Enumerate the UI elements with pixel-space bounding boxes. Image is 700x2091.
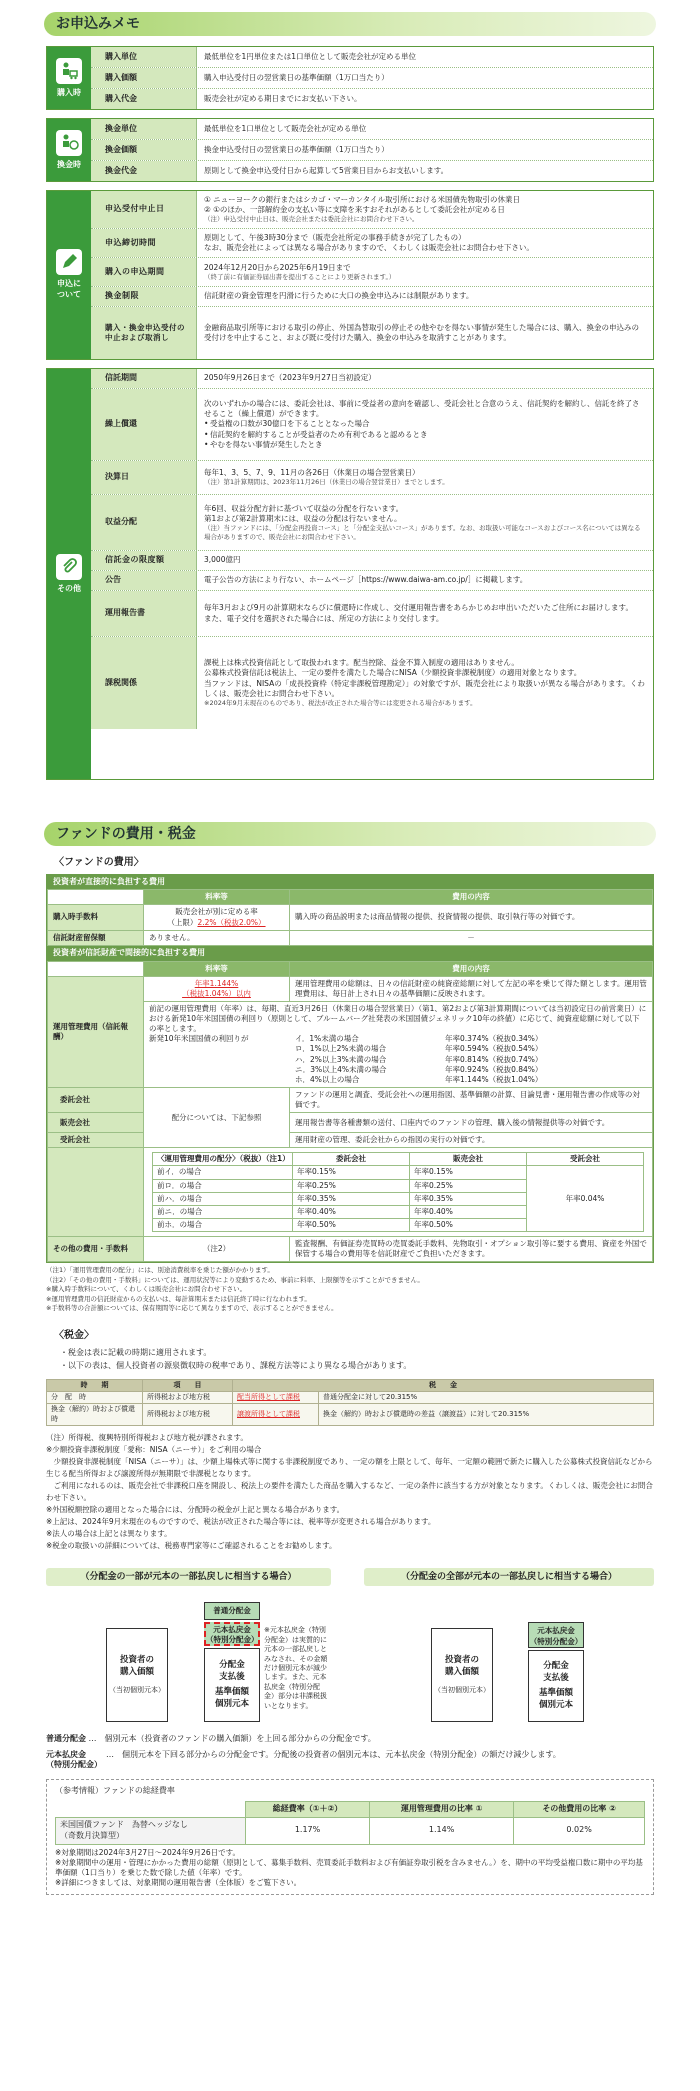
alloc-table xyxy=(152,1152,644,1232)
after-label-4: 個別元本 xyxy=(538,1699,573,1710)
memo-row xyxy=(91,140,653,161)
reserve-label: 信託財産留保額 xyxy=(48,930,144,945)
after-dist-box xyxy=(204,1648,260,1722)
ref-table xyxy=(55,1801,645,1844)
mgmt-tier-list xyxy=(295,1034,647,1085)
memo-label: 換金単位 xyxy=(91,119,197,139)
other-icon-label: その他 xyxy=(57,583,81,593)
footnote: ※手数料等の合計額については、保有期間等に応じて異なりますので、表示することができません。 xyxy=(46,1304,338,1313)
memo-label: 換金代金 xyxy=(91,161,197,181)
other-block xyxy=(46,368,654,780)
direct-cost-table xyxy=(47,889,653,946)
application-block xyxy=(46,190,654,360)
blank-cell xyxy=(48,1148,144,1237)
footnote: ※運用管理費用の信託財産からの支払いは、毎計算期末または信託終了時に行なわれます。 xyxy=(46,1294,311,1303)
person-cart-icon xyxy=(56,58,82,84)
alloc-consignor: 年率0.40% xyxy=(293,1205,410,1218)
alloc-case: 前ニ．の場合 xyxy=(153,1205,293,1218)
mgmt-fee-detail xyxy=(144,1001,653,1087)
blank-cell xyxy=(56,1802,246,1818)
col-rate: 料率等 xyxy=(144,890,290,905)
tax-h-item: 項 目 xyxy=(143,1379,233,1391)
reserve-content: － xyxy=(290,930,653,945)
pen-icon xyxy=(56,249,82,275)
alloc-consignor: 年率0.15% xyxy=(293,1166,410,1179)
tier-rate: 年率0.374%（税抜0.34%） xyxy=(445,1034,543,1044)
spacer xyxy=(46,788,654,822)
other-fee-rate: （注2） xyxy=(144,1237,290,1262)
application-icon-label-1: 申込に xyxy=(57,279,81,289)
tax-when: 換金（解約）時および償還時 xyxy=(47,1404,143,1426)
table-row xyxy=(48,1113,653,1133)
redeem-icon-label: 換金時 xyxy=(57,159,81,169)
memo-value: 原則として換金申込受付日から起算して5営業日目からお支払いします。 xyxy=(204,165,449,175)
tax-kind: 配当所得として課税 xyxy=(233,1391,319,1403)
value-text: 毎年1、3、5、7、9、11月の各26日（休業日の場合翌営業日） xyxy=(204,468,420,478)
other-icon-column xyxy=(47,369,91,779)
distribution-diagrams xyxy=(46,1568,654,1758)
memo-section-header: お申込みメモ xyxy=(44,12,656,36)
memo-value xyxy=(197,495,653,550)
ref-fund-1: 米国国債ファンド 為替ヘッジなし xyxy=(60,1820,188,1830)
tax-desc: 換金（解約）時および償還時の差益（譲渡益）に対して20.315% xyxy=(319,1404,654,1426)
memo-row xyxy=(91,191,653,229)
memo-value: 原則として、午後3時30分まで（販売会社所定の事務手続きが完了したもの） なお、販売会社によっては異なる場合がありますので、くわしくは販売会社にお問合わせ下さい。 xyxy=(204,232,534,252)
tax-h-when: 時 期 xyxy=(47,1379,143,1391)
ref-v1: 1.17% xyxy=(246,1818,370,1845)
alloc-header xyxy=(153,1153,644,1166)
refund-box xyxy=(204,1622,260,1646)
alloc-cell xyxy=(144,1148,653,1237)
memo-value: 毎年3月および9月の計算期末ならびに償還時に作成し、交付運用報告書をあらかじめお申出いただいたご住所にお届けします。 また、電子交付を選択された場合には、所定の方法により交付します。 xyxy=(204,603,633,623)
table-row xyxy=(48,976,653,1001)
memo-value: 販売会社が定める期日までにお支払い下さい。 xyxy=(204,93,362,103)
memo-value: 信託財産の資金管理を円滑に行うために大口の換金申込みには制限があります。 xyxy=(204,291,474,301)
alloc-seller: 年率0.50% xyxy=(410,1218,527,1231)
after-label-1: 分配金 xyxy=(543,1661,569,1672)
tax-when: 分 配 時 xyxy=(47,1391,143,1403)
mgmt-fee-content: 運用管理費用の総額は、日々の信託財産の純資産総額に対して左記の率を乗じて得た額とします。運用管理費用は、毎日計上され日々の基準価額に反映されます。 xyxy=(290,976,653,1001)
purchase-fee-rate xyxy=(144,905,290,930)
memo-value xyxy=(197,389,653,460)
blank-cell xyxy=(48,890,144,905)
tax-row xyxy=(47,1391,654,1403)
tax-header xyxy=(47,1379,654,1391)
fees-section-header: ファンドの費用・税金 xyxy=(44,822,656,846)
alloc-h1: 〈運用管理費用の配分〉（税抜）（注1） xyxy=(153,1153,293,1166)
investor-label-2: 購入価額 xyxy=(119,1666,154,1677)
ref-fund-2: （奇数月決算型） xyxy=(60,1830,124,1840)
blank-cell xyxy=(48,961,144,976)
value-text: 次のいずれかの場合には、委託会社は、事前に受益者の意向を確認し、受託会社と合意のうえ、信託契約を解約し、信託を終了させること（繰上償還）ができます。 xyxy=(204,399,640,419)
memo-label: 収益分配 xyxy=(91,495,197,550)
memo-label: 申込締切時間 xyxy=(91,229,197,257)
tier-cond: ホ．4%以上の場合 xyxy=(295,1074,360,1084)
mgmt-tier xyxy=(295,1065,647,1075)
mgmt-rate-red-1: 年率1.144% xyxy=(194,978,239,988)
value-note: （注）申込受付中止日は、販売会社または委託会社にお問合わせ下さい。 xyxy=(204,215,419,224)
tax-title: 〈税金〉 xyxy=(54,1330,94,1342)
tax-note: ※外国税額控除の適用となった場合には、分配時の税金が上記と異なる場合があります。 xyxy=(46,1505,345,1515)
investor-sub: （当初個別元本） xyxy=(434,1686,490,1695)
memo-label: 換金制限 xyxy=(91,287,197,306)
ref-header xyxy=(56,1802,645,1818)
alloc-case: 前ホ．の場合 xyxy=(153,1218,293,1231)
ref-v3: 0.02% xyxy=(514,1818,645,1845)
alloc-case: 前イ．の場合 xyxy=(153,1166,293,1179)
purchase-fee-label: 購入時手数料 xyxy=(48,905,144,930)
alloc-case: 前ハ．の場合 xyxy=(153,1192,293,1205)
entity-content: ファンドの運用と調査、受託会社への運用指図、基準価額の計算、目論見書・運用報告書の作成等の対価です。 xyxy=(290,1087,653,1112)
table-header-row xyxy=(48,961,653,976)
other-fee-content: 監査報酬、有価証券売買時の売買委託手数料、先物取引・オプション取引等に要する費用、資産を外国で保管する場合の費用等を信託財産でご負担いただきます。 xyxy=(290,1237,653,1262)
memo-label: 換金価額 xyxy=(91,140,197,160)
after-label-4: 個別元本 xyxy=(214,1698,249,1709)
memo-label: 購入単位 xyxy=(91,47,197,67)
memo-row xyxy=(91,229,653,258)
bullet-item: • やむを得ない事情が発生したとき xyxy=(204,440,646,450)
application-rows xyxy=(91,191,653,359)
purchase-icon-column xyxy=(47,47,91,109)
fees-subtitle: 〈ファンドの費用〉 xyxy=(54,857,144,868)
memo-label: 決算日 xyxy=(91,461,197,494)
indirect-cost-table xyxy=(47,961,653,1263)
col-content: 費用の内容 xyxy=(290,890,653,905)
tax-h-tax: 税 金 xyxy=(233,1379,654,1391)
alloc-seller: 年率0.25% xyxy=(410,1179,527,1192)
memo-value: 換金申込受付日の翌営業日の基準価額（1万口当たり） xyxy=(204,144,389,154)
value-note: ※2024年9月末現在のものであり、税法が改正された場合等には変更される場合があります。 xyxy=(204,698,477,707)
dist-def-term: 普通分配金 xyxy=(46,1734,86,1744)
mgmt-sub-left: 新発10年米国国債の利回りが xyxy=(149,1034,249,1044)
entity-content: 運用財産の管理、委託会社からの指図の実行の対価です。 xyxy=(290,1133,653,1148)
bullet-item: • 信託契約を解約することが受益者のため有利であると認めるとき xyxy=(204,430,646,440)
table-row xyxy=(48,1133,653,1148)
tax-kind: 譲渡所得として課税 xyxy=(233,1404,319,1426)
redeem-rows xyxy=(91,119,653,181)
memo-row xyxy=(91,258,653,287)
tier-cond: イ．1%未満の場合 xyxy=(295,1034,359,1044)
value-text: 年6回、収益分配方針に基づいて収益の分配を行ないます。 第1および第2計算期末には、収益の分配は行ないません。 xyxy=(204,503,404,523)
value-note: （終了前に有価証券届出書を提出することにより更新されます。） xyxy=(204,272,396,281)
mgmt-tier xyxy=(295,1034,647,1044)
value-note: （注）当ファンドには、「分配金再投資コース」と「分配金支払いコース」があります。なお、お取扱い可能なコースおよびコース名については異なる場合がありますので、販売会社にお問合わせ下さい。 xyxy=(204,523,641,541)
memo-row xyxy=(91,389,653,461)
tax-note: ご利用になれるのは、販売会社で非課税口座を開設し、税法上の要件を満たした商品を購入するなど、一定の条件に該当する方が対象となります。くわしくは、販売会社にお問合わせ下さい。 xyxy=(46,1481,653,1503)
value-text: ① ニューヨークの銀行またはシカゴ・マーカンタイル取引所における米国債先物取引の休業日 ② ①のほか、一部解約金の支払い等に支障を来すおそれがあるとして委託会社が定める日 xyxy=(204,194,521,215)
memo-row xyxy=(91,119,653,140)
after-label-3: 基準価額 xyxy=(538,1688,573,1699)
mgmt-fee-label: 運用管理費用（信託報酬） xyxy=(48,976,144,1087)
purchase-rows xyxy=(91,47,653,109)
tax-item: 所得税および地方税 xyxy=(143,1404,233,1426)
application-icon-column xyxy=(47,191,91,359)
tax-desc: 普通分配金に対して20.315% xyxy=(319,1391,654,1403)
alloc-consignor: 年率0.35% xyxy=(293,1192,410,1205)
redeem-block xyxy=(46,118,654,182)
value-text: 2024年12月20日から2025年6月19日まで xyxy=(204,262,351,272)
ref-h3: その他費用の比率 ② xyxy=(514,1802,645,1818)
memo-row xyxy=(91,68,653,89)
dist-right-head: （分配金の全部が元本の一部払戻しに相当する場合） xyxy=(364,1568,654,1586)
refund-label-2: （特別分配金） xyxy=(529,1637,583,1647)
tax-line: ・以下の表は、個人投資者の源泉徴収時の税率であり、課税方法等により異なる場合があります。 xyxy=(60,1360,412,1370)
alloc-h3: 販売会社 xyxy=(410,1153,527,1166)
alloc-consignor: 年率0.25% xyxy=(293,1179,410,1192)
table-row xyxy=(48,1148,653,1237)
indirect-cost-band: 投資者が信託財産で間接的に負担する費用 xyxy=(47,946,653,961)
mgmt-rate-red-2: （税抜1.04%）以内 xyxy=(182,988,251,998)
footnote: ※購入時手数料について、くわしくは販売会社にお問合わせ下さい。 xyxy=(46,1285,247,1294)
mgmt-detail-text: 前記の運用管理費用（年率）は、毎期、直近3月26日（休業日の場合翌営業日）（第1、第2および第3計算期間については当初設定日の前営業日）における新発10年米国国債の利回り（原則として、ブルームバーグ社発表の米国国債ジェネリック10年の終値）に応じて、純資産総額に対して以下の率とします。 xyxy=(149,1003,647,1034)
after-label-2: 支払後 xyxy=(543,1672,569,1683)
refund-label-1: 元本払戻金 xyxy=(213,1625,251,1635)
memo-label: 購入・換金申込受付の中止および取消し xyxy=(91,307,197,359)
memo-value: 3,000億円 xyxy=(204,555,241,565)
ref-title: （参考情報）ファンドの総経費率 xyxy=(55,1786,175,1796)
col-rate: 料率等 xyxy=(144,961,290,976)
other-fee-label: その他の費用・手数料 xyxy=(48,1237,144,1262)
mgmt-fee-rate xyxy=(144,976,290,1001)
def2-term-1: 元本払戻金 xyxy=(46,1750,86,1760)
memo-row xyxy=(91,307,653,359)
tax-note: （注）所得税、復興特別所得税および地方税が課されます。 xyxy=(46,1433,248,1443)
memo-label: 繰上償還 xyxy=(91,389,197,460)
alloc-h4: 受託会社 xyxy=(527,1153,644,1166)
ref-notes xyxy=(55,1848,645,1889)
ref-h2: 運用管理費用の比率 ① xyxy=(370,1802,514,1818)
tier-cond: ニ．3%以上4%未満の場合 xyxy=(295,1064,387,1074)
tax-note: ※上記は、2024年9月末現在のものですので、税法が改正された場合等には、税率等が変更される場合があります。 xyxy=(46,1517,436,1527)
alloc-h2: 委託会社 xyxy=(293,1153,410,1166)
memo-label: 購入の申込期間 xyxy=(91,258,197,286)
alloc-consignor: 年率0.50% xyxy=(293,1218,410,1231)
footnote: （注2）「その他の費用・手数料」については、運用状況等により変動するため、事前に料率、上限額等を示すことができません。 xyxy=(46,1275,424,1284)
memo-value: 購入申込受付日の翌営業日の基準価額（1万口当たり） xyxy=(204,72,389,82)
ref-h1: 総経費率（①＋②） xyxy=(246,1802,370,1818)
purchase-block xyxy=(46,46,654,110)
memo-row xyxy=(91,161,653,181)
footnote: （注1）「運用管理費用の配分」には、別途消費税率を乗じた額がかかります。 xyxy=(46,1266,274,1275)
tax-note: ※少額投資非課税制度「愛称：NISA（ニーサ）」をご利用の場合 xyxy=(46,1445,262,1455)
direct-cost-band: 投資者が直接的に負担する費用 xyxy=(47,875,653,890)
application-icon-label-2: ついて xyxy=(57,290,81,299)
alloc-case: 前ロ．の場合 xyxy=(153,1179,293,1192)
person-coin-icon xyxy=(56,130,82,156)
mgmt-tier-block xyxy=(149,1034,647,1085)
tier-rate: 年率1.144%（税抜1.04%） xyxy=(445,1074,543,1084)
table-row xyxy=(48,1087,653,1112)
investor-label-1: 投資者の xyxy=(444,1655,479,1666)
tax-notes xyxy=(46,1432,654,1552)
memo-row xyxy=(91,571,653,591)
after-label-2: 支払後 xyxy=(219,1671,245,1682)
memo-row xyxy=(91,495,653,551)
memo-value: 金融商品取引所等における取引の停止、外国為替取引の停止その他やむを得ない事情が発生した場合には、購入、換金の申込みの受付けを中止すること、および既に受付けた購入、換金の申込みを取消すことがあります。 xyxy=(204,322,639,342)
purchase-fee-rate-red: 2.2%（税抜2.0%） xyxy=(197,917,266,927)
investor-sub: （当初個別元本） xyxy=(109,1686,165,1695)
tax-note: 少額投資非課税制度「NISA（ニーサ）」は、少額上場株式等に関する非課税制度であり、一定の額を上限として、毎年、一定額の範囲で新たに購入した公募株式投資信託などから生じる配当所得および譲渡所得が無期限で非課税となります。 xyxy=(46,1457,653,1479)
dist-left-head: （分配金の一部が元本の一部払戻しに相当する場合） xyxy=(46,1568,331,1586)
dist-def-desc: … 個別元本（投資者のファンドの購入価額）を上回る部分からの分配金です。 xyxy=(88,1734,376,1744)
memo-row xyxy=(91,287,653,307)
memo-value xyxy=(197,461,653,494)
ref-note: ※対象期間は2024年3月27日〜2024年9月26日です。 xyxy=(55,1847,240,1857)
tax-line: ・税金は表に記載の時期に適用されます。 xyxy=(60,1347,212,1357)
refund-label-1: 元本払戻金 xyxy=(537,1626,575,1636)
purchase-fee-content: 購入時の商品説明または商品情報の提供、投資情報の提供、取引執行等の対価です。 xyxy=(290,905,653,930)
tier-cond: ハ．2%以上3%未満の場合 xyxy=(295,1054,387,1064)
memo-row xyxy=(91,551,653,571)
table-row xyxy=(48,1237,653,1262)
memo-row xyxy=(91,591,653,637)
other-rows xyxy=(91,369,653,779)
ordinary-dist-box: 普通分配金 xyxy=(204,1602,260,1620)
memo-value: 最低単位を1円単位または1口単位として販売会社が定める単位 xyxy=(204,51,417,61)
investor-price-box xyxy=(106,1628,168,1722)
ref-fund xyxy=(56,1818,246,1845)
memo-value xyxy=(197,191,653,228)
paperclip-icon xyxy=(56,554,82,580)
ref-v2: 1.14% xyxy=(370,1818,514,1845)
memo-row xyxy=(91,89,653,109)
purchase-fee-rate-2: （上限） xyxy=(167,917,198,927)
tier-rate: 年率0.924%（税抜0.84%） xyxy=(445,1064,543,1074)
memo-value xyxy=(197,258,653,286)
after-label-1: 分配金 xyxy=(219,1660,245,1671)
dist-def2-desc: … 個別元本を下回る部分からの分配金です。分配後の投資者の個別元本は、元本払戻金（特別分配金）の額だけ減少します。 xyxy=(106,1750,561,1760)
table-row xyxy=(48,905,653,930)
def2-term-2: （特別分配金） xyxy=(46,1759,102,1769)
ref-row xyxy=(56,1818,645,1845)
memo-label: 購入代金 xyxy=(91,89,197,109)
memo-label: 申込受付中止日 xyxy=(91,191,197,228)
table-header-row xyxy=(48,890,653,905)
memo-label: 課税関係 xyxy=(91,637,197,729)
col-content: 費用の内容 xyxy=(290,961,653,976)
mgmt-tier xyxy=(295,1075,647,1085)
tax-row xyxy=(47,1404,654,1426)
tier-rate: 年率0.594%（税抜0.54%） xyxy=(445,1044,543,1054)
tax-table xyxy=(46,1379,654,1427)
investor-label-1: 投資者の xyxy=(119,1655,154,1666)
memo-label: 運用報告書 xyxy=(91,591,197,636)
purchase-fee-rate-1: 販売会社が別に定める率 xyxy=(175,907,258,917)
bullet-item: • 受益権の口数が30億口を下ることとなった場合 xyxy=(204,419,646,429)
memo-label: 公告 xyxy=(91,571,197,590)
reserve-rate: ありません。 xyxy=(144,930,290,945)
table-row xyxy=(48,930,653,945)
memo-value: 電子公告の方法により行ない、ホームページ［https://www.daiwa-am.co.jp/］に掲載します。 xyxy=(204,575,528,585)
memo-value: 最低単位を1口単位として販売会社が定める単位 xyxy=(204,123,367,133)
memo-label: 購入価額 xyxy=(91,68,197,88)
alloc-seller: 年率0.15% xyxy=(410,1166,527,1179)
investor-price-box xyxy=(431,1628,493,1722)
tax-item: 所得税および地方税 xyxy=(143,1391,233,1403)
memo-row xyxy=(91,461,653,495)
value-text: 課税上は株式投資信託として取扱われます。配当控除、益金不算入制度の適用はありません。 公募株式投資信託は税法上、一定の要件を満たした場合にNISA（少額投資非課税制度）の適用対象となります。 当ファンドは、NISAの「成長投資枠（特定非課税管理勘定）」の対象ですが、販売会社により取扱いが異なる場合があります。くわしくは、販売会社にお問合わせ下さい。 xyxy=(204,658,645,698)
after-label-3: 基準価額 xyxy=(214,1687,249,1698)
entity-label: 委託会社 xyxy=(48,1087,144,1112)
tax-note: ※税金の取扱いの詳細については、税務専門家等にご確認されることをお勧めします。 xyxy=(46,1541,337,1551)
redeem-icon-column xyxy=(47,119,91,181)
alloc-seller: 年率0.35% xyxy=(410,1192,527,1205)
purchase-icon-label: 購入時 xyxy=(57,87,81,97)
dist-definitions xyxy=(46,1734,654,1745)
alloc-row xyxy=(153,1166,644,1179)
ref-note: ※詳細につきましては、対象期間の運用報告書（全体版）をご覧下さい。 xyxy=(55,1878,302,1888)
memo-label: 信託金の限度額 xyxy=(91,551,197,570)
tier-rate: 年率0.814%（税抜0.74%） xyxy=(445,1054,543,1064)
entity-label: 販売会社 xyxy=(48,1113,144,1133)
dist-def xyxy=(46,1734,654,1745)
entity-rate: 配分については、下記参照 xyxy=(144,1087,290,1147)
investor-label-2: 購入価額 xyxy=(444,1666,479,1677)
entity-label: 受託会社 xyxy=(48,1133,144,1148)
alloc-trustee: 年率0.04% xyxy=(527,1166,644,1232)
memo-row xyxy=(91,369,653,389)
memo-row xyxy=(91,637,653,729)
dist-side-note: ※元本払戻金（特別分配金）は実質的に元本の一部払戻しとみなされ、その金額だけ個別元本が減少します。また、元本払戻金（特別分配金）部分は非課税扱いとなります。 xyxy=(264,1626,328,1710)
memo-row xyxy=(91,47,653,68)
refund-label-2: （特別分配金） xyxy=(206,1635,259,1645)
tier-cond: ロ．1%以上2%未満の場合 xyxy=(295,1044,386,1054)
after-dist-box xyxy=(528,1650,584,1722)
value-note: （注）第1計算期間は、2023年11月26日（休業日の場合翌営業日）までとします。 xyxy=(204,478,449,487)
fees-table-wrapper xyxy=(46,874,654,1264)
tax-note: ※法人の場合は上記とは異なります。 xyxy=(46,1529,172,1539)
ref-note: ※対象期間中の運用・管理にかかった費用の総額（原則として、募集手数料、売買委託手数料および有価証券取引税を含みません。）を、期中の平均受益権口数に期中の平均基準価額（1口当り）を乗じた数で除した値（年率）です。 xyxy=(55,1857,643,1877)
fees-footnotes xyxy=(46,1266,654,1313)
memo-value xyxy=(197,637,653,729)
alloc-seller: 年率0.40% xyxy=(410,1205,527,1218)
refund-box xyxy=(528,1622,584,1648)
mgmt-tier xyxy=(295,1044,647,1054)
mgmt-tier xyxy=(295,1055,647,1065)
entity-content: 運用報告書等各種書類の送付、口座内でのファンドの管理、購入後の情報提供等の対価です。 xyxy=(290,1113,653,1133)
reference-box xyxy=(46,1779,654,1895)
memo-label: 信託期間 xyxy=(91,369,197,388)
memo-value: 2050年9月26日まで（2023年9月27日当初設定） xyxy=(204,373,376,383)
